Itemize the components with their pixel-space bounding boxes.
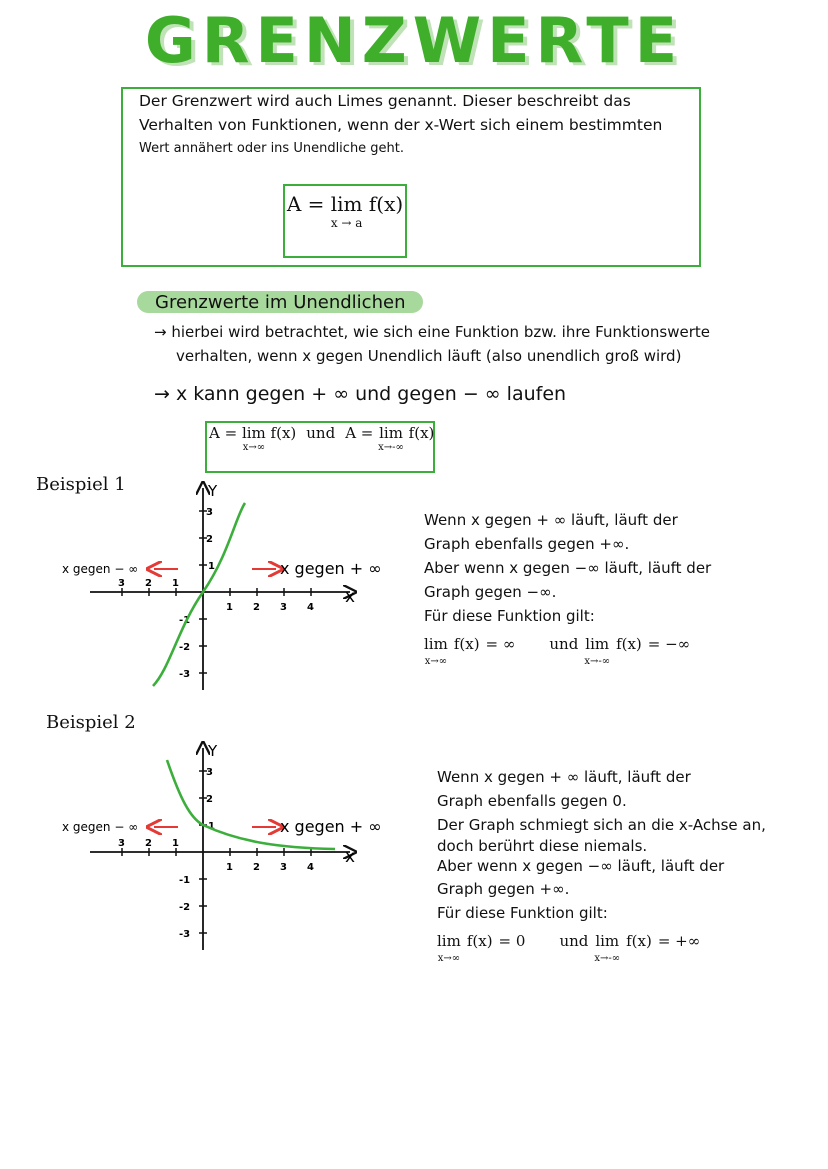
x-tick-pos-3: 3 [280,862,287,873]
y-tick-pos-2: 2 [206,534,213,545]
limit-sub2: x→-∞ [378,442,404,453]
x-tick-pos-1: 1 [226,602,233,613]
limit-und: und [306,424,336,442]
ex1-sub-a: x→∞ [424,656,448,667]
ex1-lim-b-block [584,632,610,667]
right-arrow-text: x gegen + ∞ [280,817,382,836]
ex1-sub-b: x→-∞ [584,656,611,667]
ex2-desc-line-1: Wenn x gegen + ∞ läuft, läuft der [437,768,691,786]
limit-f2: f(x) [403,424,435,442]
x-axis-label: x [345,587,356,607]
example-2-graph [50,738,390,958]
formula-sub: x → a [330,216,363,230]
y-tick-pos-3: 3 [206,767,213,778]
bullet-2: → x kann gegen + ∞ und gegen − ∞ laufen [154,383,567,405]
example-2-description [437,765,817,964]
ex1-desc-line-3: Aber wenn x gegen −∞ läuft, läuft der [424,559,712,577]
ex2-desc-line-7: Für diese Funktion gilt: [437,904,608,922]
y-tick-pos-3: 3 [206,507,213,518]
ex2-sub-b: x→-∞ [594,953,621,964]
y-tick-neg-3: -3 [179,669,191,680]
limit-a2: A = [345,424,374,442]
x-tick-pos-4: 4 [307,862,314,873]
limit-plus-inf [209,424,296,453]
x-tick-pos-4: 4 [307,602,314,613]
ex2-val-b: = +∞ [657,932,701,950]
ex1-fx-a: f(x) [453,635,480,653]
ex2-fx-a: f(x) [466,932,493,950]
limit-f1: f(x) [265,424,297,442]
bullet-1-line-1: → hierbei wird betrachtet, wie sich eine Funktion bzw. ihre Funktionswerte [154,323,710,341]
definition-line-1: Der Grenzwert wird auch Limes genannt. Dieser beschreibt das [139,92,631,110]
section-heading: Grenzwerte im Unendlichen [137,291,423,313]
x-tick-neg-2: 2 [145,838,152,849]
ex1-lim-b: lim [585,635,610,653]
x-tick-pos-3: 3 [280,602,287,613]
limit-lim2-block [378,424,404,453]
x-tick-pos-2: 2 [253,602,260,613]
ex2-desc-line-6: Graph gegen +∞. [437,880,570,898]
y-tick-neg-1: -1 [179,615,191,626]
y-tick-pos-1: 1 [208,561,215,572]
ex2-desc-line-3: Der Graph schmiegt sich an die x-Achse an, [437,816,766,834]
x-tick-pos-1: 1 [226,862,233,873]
ex1-desc-line-1: Wenn x gegen + ∞ läuft, läuft der [424,511,678,529]
ex2-limits [437,929,817,964]
limit-minus-inf [345,424,434,453]
definition-line-2: Verhalten von Funktionen, wenn der x-Wert sich einem bestimmten [139,116,663,134]
example-1-label: Beispiel 1 [36,474,126,495]
limit-lim1: lim [241,424,266,442]
ex1-und: und [549,635,579,653]
example-1-description [424,508,804,667]
ex2-desc-line-5: Aber wenn x gegen −∞ läuft, läuft der [437,857,725,875]
x-tick-pos-2: 2 [253,862,260,873]
y-tick-pos-1: 1 [208,821,215,832]
ex1-desc-line-2: Graph ebenfalls gegen +∞. [424,535,630,553]
ex2-lim-b-block [594,929,620,964]
page-title: GRENZWERTE [144,4,684,77]
x-tick-neg-3: 3 [118,578,125,589]
ex2-lim-a-block [437,929,461,964]
right-arrow-text: x gegen + ∞ [280,559,382,578]
ex2-desc-line-4: doch berührt diese niemals. [437,837,648,855]
x-tick-neg-3: 3 [118,838,125,849]
x-tick-neg-1: 1 [172,578,179,589]
ex2-fx-b: f(x) [626,932,652,950]
ex1-lim-a-block [424,632,448,667]
ex2-lim-a: lim [437,932,461,950]
ex2-val-a: = 0 [498,932,526,950]
x-tick-neg-2: 2 [145,578,152,589]
ex1-val-a: = ∞ [485,635,516,653]
ex1-limits [424,632,804,667]
ex2-lim-b: lim [595,932,620,950]
y-tick-labels [179,507,215,680]
limit-lim2: lim [379,424,403,442]
x-axis-label: x [345,847,356,867]
x-tick-neg-1: 1 [172,838,179,849]
limit-formula-box [283,184,407,258]
ex2-und: und [559,932,589,950]
function-curve [153,503,245,686]
example-2-label: Beispiel 2 [46,712,136,733]
definition-text [139,89,699,161]
ex1-val-b: = −∞ [647,635,691,653]
definition-line-3: Wert annähert oder ins Unendliche geht. [139,141,405,156]
limit-a1: A = [209,424,238,442]
y-tick-neg-1: -1 [179,875,191,886]
y-axis-label: Y [208,482,218,500]
left-arrow-text: x gegen − ∞ [62,820,139,834]
ex1-desc-line-4: Graph gegen −∞. [424,583,557,601]
y-tick-neg-2: -2 [179,642,191,653]
y-axis-label: Y [208,742,218,760]
ex2-desc-line-2: Graph ebenfalls gegen 0. [437,792,627,810]
example-1-graph [50,478,390,698]
limit-lim1-block [242,424,266,453]
y-tick-neg-3: -3 [179,929,191,940]
left-arrow-text: x gegen − ∞ [62,562,139,576]
y-tick-labels [179,767,215,940]
bullet-1 [154,320,734,368]
ex1-lim-a: lim [424,635,448,653]
bullet-1-line-2: verhalten, wenn x gegen Unendlich läuft (also unendlich groß wird) [176,347,682,365]
y-tick-neg-2: -2 [179,902,191,913]
formula-lim-block [331,192,363,229]
ex2-sub-a: x→∞ [437,953,461,964]
limit-sub1: x→∞ [242,442,266,453]
infinity-limits [209,424,434,453]
ex1-desc-line-5: Für diese Funktion gilt: [424,607,595,625]
y-tick-pos-2: 2 [206,794,213,805]
formula-fx: f(x) [362,192,404,216]
formula-lim: lim [330,192,363,216]
ex1-fx-b: f(x) [616,635,642,653]
formula-lhs: A = [286,192,331,216]
